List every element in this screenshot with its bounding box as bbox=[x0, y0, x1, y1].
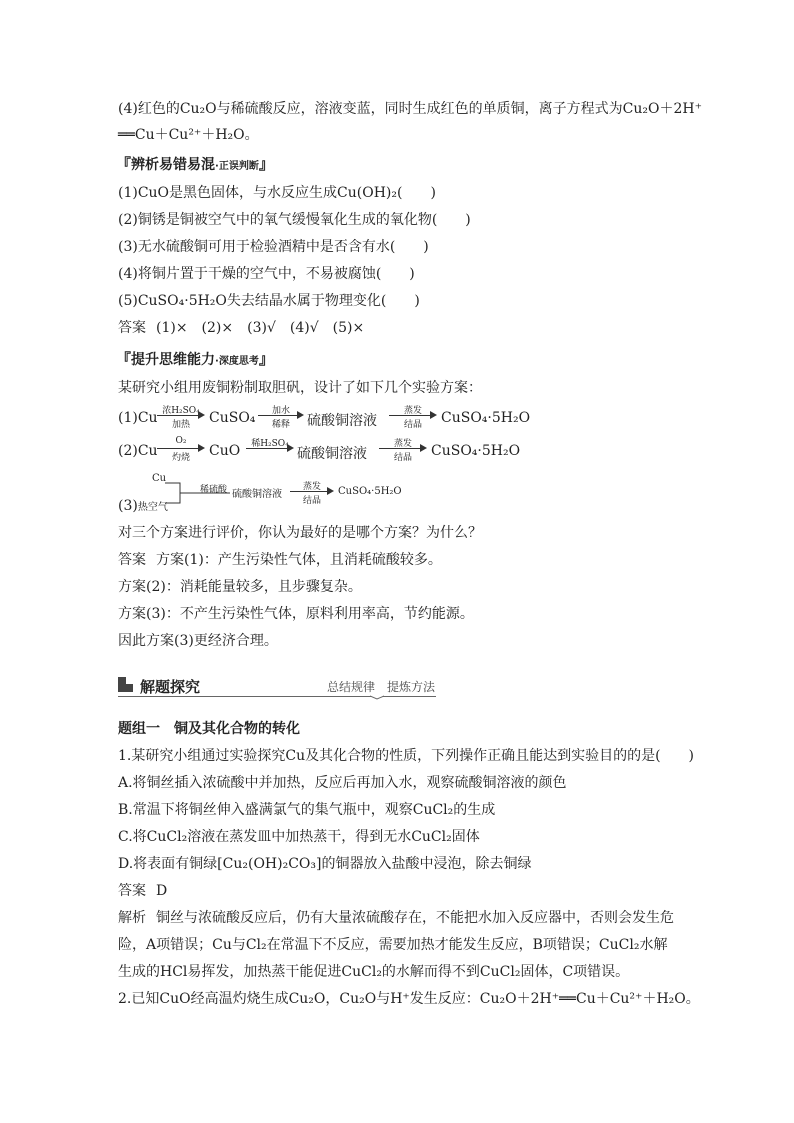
s1-cu: (1)Cu bbox=[118, 410, 158, 426]
arrow-head-icon bbox=[287, 444, 294, 452]
judge-item-3: (3)无水硫酸铜可用于检验酒精中是否含有水( ) bbox=[118, 239, 429, 255]
s2-arrow-3-bot: 结晶 bbox=[393, 453, 412, 463]
judge-item-4: (4)将铜片置于干燥的空气中，不易被腐蚀( ) bbox=[118, 266, 415, 282]
s2-p1: CuO bbox=[209, 443, 241, 459]
s2-arrow-1-bot: 灼烧 bbox=[171, 453, 190, 463]
q2-stem: 2.已知CuO经高温灼烧生成Cu₂O，Cu₂O与H⁺发生反应：Cu₂O＋2H⁺══Cu＋Cu²⁺＋H₂O。 bbox=[118, 991, 700, 1007]
analysis-label: 解析 bbox=[118, 910, 146, 926]
answer-text: (1)× (2)× (3)√ (4)√ (5)× bbox=[156, 320, 365, 336]
q1-analysis-3: 生成的HCl易挥发，加热蒸干能促进CuCl₂的水解而得不到CuCl₂固体，C项错误。 bbox=[118, 964, 630, 980]
s3-arrow-2-top: 蒸发 bbox=[302, 482, 321, 492]
q1-analysis-1 bbox=[118, 908, 674, 928]
s1-arrow-1-bot: 加热 bbox=[171, 420, 190, 430]
think-answer-3: 方案(3)：不产生污染性气体，原料利用率高，节约能源。 bbox=[118, 606, 474, 622]
s1-arrow-3-bot: 结晶 bbox=[403, 420, 422, 430]
s1-arrow-1 bbox=[157, 406, 205, 432]
s1-arrow-2-top: 加水 bbox=[271, 406, 290, 416]
bracket-close-icon: 』 bbox=[258, 350, 274, 368]
s1-arrow-2-bot: 稀释 bbox=[271, 420, 290, 430]
s1-arrow-2 bbox=[258, 406, 304, 432]
q1-option-c: C.将CuCl₂溶液在蒸发皿中加热蒸干，得到无水CuCl₂固体 bbox=[118, 829, 480, 845]
q1-option-d: D.将表面有铜绿[Cu₂(OH)₂CO₃]的铜器放入盐酸中浸泡，除去铜绿 bbox=[118, 856, 532, 872]
s1-p3: CuSO₄·5H₂O bbox=[441, 410, 531, 426]
s3-arrow-1-top: 稀硫酸 bbox=[200, 485, 228, 495]
s3-air: 热空气 bbox=[137, 502, 168, 513]
s3-p2: CuSO₄·5H₂O bbox=[338, 486, 402, 497]
s1-p1: CuSO₄ bbox=[209, 410, 256, 426]
judge-item-1: (1)CuO是黑色固体，与水反应生成Cu(OH)₂( ) bbox=[118, 185, 436, 201]
judge-subtitle: ·正误判断 bbox=[215, 161, 259, 172]
s2-arrow-2 bbox=[246, 439, 294, 465]
s3-arrow-2 bbox=[290, 482, 334, 508]
answer-label: 答案 bbox=[118, 883, 146, 899]
section-square-icon bbox=[118, 677, 133, 692]
q1-analysis-2: 险，A项错误；Cu与Cl₂在常温下不反应，需要加热才能发生反应，B项错误；CuCl₂水解 bbox=[118, 937, 668, 953]
think-answer-4: 因此方案(3)更经济合理。 bbox=[118, 633, 278, 649]
q1-option-a: A.将铜丝插入浓硫酸中并加热，反应后再加入水，观察硫酸铜溶液的颜色 bbox=[118, 775, 567, 791]
s2-arrow-2-top: 稀H₂SO₄ bbox=[251, 439, 289, 449]
s2-arrow-1 bbox=[157, 436, 205, 465]
bracket-close-icon: 』 bbox=[258, 155, 274, 173]
s2-cu: (2)Cu bbox=[118, 443, 158, 459]
section-right: 总结规律 提炼方法 bbox=[327, 680, 436, 694]
s3-cu: Cu bbox=[152, 473, 167, 484]
judge-item-5: (5)CuSO₄·5H₂O失去结晶水属于物理变化( ) bbox=[118, 293, 420, 309]
s1-arrow-1-top: 浓H₂SO₄ bbox=[162, 406, 200, 416]
section-notch-icon bbox=[370, 693, 384, 700]
bracket-open-icon: 『 bbox=[116, 155, 132, 173]
group-title: 题组一 铜及其化合物的转化 bbox=[118, 721, 300, 737]
answer-label: 答案 bbox=[118, 552, 146, 568]
q1-analysis-text-1: 铜丝与浓硫酸反应后，仍有大量浓硫酸存在，不能把水加入反应器中，否则会发生危 bbox=[156, 910, 674, 926]
top-line-2: ══Cu＋Cu²⁺＋H₂O。 bbox=[118, 127, 259, 143]
q1-stem: 1.某研究小组通过实验探究Cu及其化合物的性质，下列操作正确且能达到实验目的的是( ) bbox=[118, 748, 695, 764]
s3-p1: 硫酸铜溶液 bbox=[232, 489, 282, 500]
s2-p2: 硫酸铜溶液 bbox=[297, 446, 367, 462]
judge-answer bbox=[118, 318, 364, 338]
q1-option-b: B.常温下将铜丝伸入盛满氯气的集气瓶中，观察CuCl₂的生成 bbox=[118, 802, 496, 818]
think-answer-1 bbox=[118, 550, 442, 570]
top-line-1: (4)红色的Cu₂O与稀硫酸反应，溶液变蓝，同时生成红色的单质铜，离子方程式为Cu₂O＋2H⁺ bbox=[118, 101, 702, 117]
s2-arrow-3-top: 蒸发 bbox=[393, 439, 412, 449]
bracket-open-icon: 『 bbox=[116, 350, 132, 368]
judge-header bbox=[116, 153, 274, 174]
think-title: 提升思维能力 bbox=[131, 352, 216, 368]
s1-p2: 硫酸铜溶液 bbox=[307, 413, 377, 429]
s3-label: (3)热空气 bbox=[118, 498, 168, 514]
section-title: 解题探究 bbox=[140, 678, 201, 696]
q1-answer-text: D bbox=[156, 883, 168, 899]
s2-arrow-1-top: O₂ bbox=[175, 436, 187, 446]
judge-item-2: (2)铜锈是铜被空气中的氧气缓慢氧化生成的氧化物( ) bbox=[118, 212, 471, 228]
think-header bbox=[116, 348, 274, 369]
think-question: 对三个方案进行评价，你认为最好的是哪个方案？为什么？ bbox=[118, 525, 482, 541]
think-answer-text-1: 方案(1)：产生污染性气体，且消耗硫酸较多。 bbox=[156, 552, 442, 568]
think-intro: 某研究小组用废铜粉制取胆矾，设计了如下几个实验方案： bbox=[118, 380, 482, 396]
answer-label: 答案 bbox=[118, 320, 146, 336]
judge-title: 辨析易错易混 bbox=[131, 157, 216, 173]
s1-arrow-3 bbox=[389, 406, 437, 432]
s2-p3: CuSO₄·5H₂O bbox=[431, 443, 521, 459]
think-subtitle: ·深度思考 bbox=[215, 356, 259, 367]
think-answer-2: 方案(2)：消耗能量较多，且步骤复杂。 bbox=[118, 579, 362, 595]
q1-answer bbox=[118, 881, 167, 901]
s3-arrow-2-bot: 结晶 bbox=[302, 496, 321, 506]
section-underline bbox=[118, 696, 436, 697]
s2-arrow-3 bbox=[379, 439, 427, 465]
s1-arrow-3-top: 蒸发 bbox=[403, 406, 422, 416]
